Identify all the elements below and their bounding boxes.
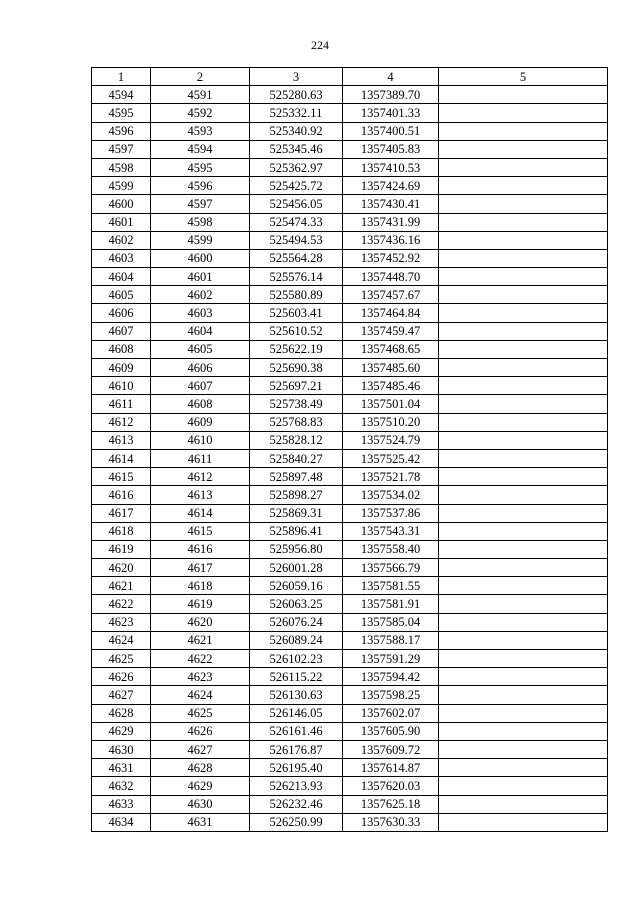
table-cell-col-4: 1357566.79 [343,559,439,577]
table-row [92,195,608,213]
table-cell-col-4: 1357609.72 [343,740,439,758]
table-cell-col-2: 4614 [151,504,250,522]
table-cell-col-1: 4622 [92,595,151,613]
table-cell-col-1: 4630 [92,740,151,758]
table-cell-col-4: 1357448.70 [343,268,439,286]
table-cell-col-4: 1357588.17 [343,631,439,649]
table-cell-col-2: 4599 [151,231,250,249]
table-cell-col-5 [439,813,608,831]
table-cell-col-4: 1357436.16 [343,231,439,249]
table-cell-col-3: 525425.72 [250,177,343,195]
table-cell-col-4: 1357400.51 [343,122,439,140]
table-cell-col-2: 4602 [151,286,250,304]
table-cell-col-3: 525494.53 [250,231,343,249]
table-cell-col-5 [439,395,608,413]
table-cell-col-2: 4626 [151,722,250,740]
table-cell-col-3: 525456.05 [250,195,343,213]
table-cell-col-3: 525576.14 [250,268,343,286]
table-cell-col-5 [439,777,608,795]
table-cell-col-3: 525474.33 [250,213,343,231]
table-cell-col-1: 4595 [92,104,151,122]
table-cell-col-1: 4619 [92,540,151,558]
table-cell-col-4: 1357525.42 [343,449,439,467]
table-cell-col-3: 525898.27 [250,486,343,504]
column-header-2: 2 [151,68,250,86]
table-cell-col-4: 1357581.55 [343,577,439,595]
table-cell-col-5 [439,449,608,467]
table-row [92,522,608,540]
table-cell-col-2: 4609 [151,413,250,431]
table-row [92,449,608,467]
table-cell-col-4: 1357534.02 [343,486,439,504]
table-cell-col-4: 1357524.79 [343,431,439,449]
table-cell-col-1: 4598 [92,158,151,176]
table-row [92,577,608,595]
table-cell-col-2: 4631 [151,813,250,831]
table-cell-col-3: 525603.41 [250,304,343,322]
table-cell-col-3: 525580.89 [250,286,343,304]
table-cell-col-4: 1357594.42 [343,668,439,686]
table-cell-col-3: 526176.87 [250,740,343,758]
coordinates-table [91,67,608,832]
table-cell-col-2: 4596 [151,177,250,195]
table-cell-col-5 [439,377,608,395]
table-row [92,486,608,504]
table-cell-col-1: 4626 [92,668,151,686]
table-cell-col-5 [439,540,608,558]
table-cell-col-3: 526076.24 [250,613,343,631]
table-cell-col-5 [439,722,608,740]
table-cell-col-1: 4607 [92,322,151,340]
table-cell-col-5 [439,559,608,577]
table-row [92,613,608,631]
table-cell-col-3: 526102.23 [250,650,343,668]
table-cell-col-5 [439,686,608,704]
table-cell-col-5 [439,213,608,231]
table-cell-col-2: 4600 [151,249,250,267]
table-cell-col-5 [439,249,608,267]
column-header-1: 1 [92,68,151,86]
table-cell-col-2: 4606 [151,359,250,377]
table-cell-col-1: 4615 [92,468,151,486]
table-row [92,504,608,522]
table-cell-col-4: 1357389.70 [343,86,439,104]
table-cell-col-1: 4599 [92,177,151,195]
table-row [92,795,608,813]
table-cell-col-4: 1357605.90 [343,722,439,740]
table-cell-col-3: 526001.28 [250,559,343,577]
table-row [92,813,608,831]
table-cell-col-2: 4613 [151,486,250,504]
table-cell-col-1: 4632 [92,777,151,795]
table-row [92,686,608,704]
table-row [92,359,608,377]
table-cell-col-1: 4629 [92,722,151,740]
table-cell-col-5 [439,486,608,504]
table-cell-col-5 [439,668,608,686]
table-cell-col-3: 525622.19 [250,340,343,358]
table-cell-col-4: 1357405.83 [343,140,439,158]
table-cell-col-2: 4603 [151,304,250,322]
header-row [92,68,608,86]
table-cell-col-2: 4607 [151,377,250,395]
table-cell-col-1: 4603 [92,249,151,267]
table-cell-col-5 [439,195,608,213]
table-cell-col-3: 526232.46 [250,795,343,813]
table-cell-col-2: 4612 [151,468,250,486]
table-cell-col-2: 4592 [151,104,250,122]
table-cell-col-1: 4620 [92,559,151,577]
table-row [92,395,608,413]
table-cell-col-2: 4624 [151,686,250,704]
table-cell-col-5 [439,704,608,722]
table-cell-col-4: 1357630.33 [343,813,439,831]
table-cell-col-1: 4601 [92,213,151,231]
table-cell-col-4: 1357457.67 [343,286,439,304]
table-cell-col-1: 4623 [92,613,151,631]
table-cell-col-4: 1357485.60 [343,359,439,377]
table-cell-col-4: 1357558.40 [343,540,439,558]
table-row [92,431,608,449]
table-cell-col-3: 526146.05 [250,704,343,722]
table-cell-col-2: 4621 [151,631,250,649]
table-cell-col-1: 4606 [92,304,151,322]
table-row [92,213,608,231]
table-cell-col-3: 525332.11 [250,104,343,122]
table-cell-col-2: 4595 [151,158,250,176]
table-cell-col-1: 4613 [92,431,151,449]
table-cell-col-1: 4634 [92,813,151,831]
table-cell-col-4: 1357543.31 [343,522,439,540]
table-cell-col-1: 4614 [92,449,151,467]
table-row [92,322,608,340]
table-cell-col-3: 526063.25 [250,595,343,613]
table-cell-col-2: 4627 [151,740,250,758]
table-cell-col-1: 4616 [92,486,151,504]
table-cell-col-4: 1357424.69 [343,177,439,195]
table-cell-col-3: 526115.22 [250,668,343,686]
table-cell-col-5 [439,504,608,522]
table-cell-col-2: 4605 [151,340,250,358]
table-header [92,68,608,86]
table-cell-col-3: 525956.80 [250,540,343,558]
table-cell-col-1: 4608 [92,340,151,358]
table-cell-col-4: 1357537.86 [343,504,439,522]
table-cell-col-5 [439,522,608,540]
table-row [92,177,608,195]
table-cell-col-5 [439,740,608,758]
table-cell-col-4: 1357598.25 [343,686,439,704]
table-row [92,231,608,249]
table-cell-col-2: 4629 [151,777,250,795]
table-cell-col-1: 4624 [92,631,151,649]
table-cell-col-5 [439,158,608,176]
table-cell-col-1: 4609 [92,359,151,377]
table-row [92,140,608,158]
table-row [92,722,608,740]
table-cell-col-2: 4610 [151,431,250,449]
table-row [92,650,608,668]
table-cell-col-5 [439,304,608,322]
table-cell-col-3: 525280.63 [250,86,343,104]
table-cell-col-4: 1357602.07 [343,704,439,722]
table-row [92,286,608,304]
table-cell-col-3: 525896.41 [250,522,343,540]
table-cell-col-3: 525564.28 [250,249,343,267]
table-cell-col-5 [439,231,608,249]
table-cell-col-5 [439,413,608,431]
table-cell-col-3: 525840.27 [250,449,343,467]
table-cell-col-2: 4591 [151,86,250,104]
table-cell-col-3: 525768.83 [250,413,343,431]
table-cell-col-4: 1357581.91 [343,595,439,613]
table-cell-col-3: 525610.52 [250,322,343,340]
table-row [92,104,608,122]
table-cell-col-4: 1357410.53 [343,158,439,176]
table-cell-col-5 [439,86,608,104]
table-cell-col-3: 525828.12 [250,431,343,449]
table-row [92,268,608,286]
table-cell-col-1: 4625 [92,650,151,668]
table-cell-col-5 [439,759,608,777]
table-cell-col-5 [439,104,608,122]
table-cell-col-5 [439,595,608,613]
table-cell-col-2: 4630 [151,795,250,813]
table-row [92,86,608,104]
table-cell-col-2: 4608 [151,395,250,413]
table-cell-col-5 [439,577,608,595]
page-number: 224 [311,38,329,52]
table-row [92,777,608,795]
table-cell-col-5 [439,286,608,304]
table-cell-col-3: 526195.40 [250,759,343,777]
table-cell-col-3: 526089.24 [250,631,343,649]
table-cell-col-5 [439,322,608,340]
table-cell-col-1: 4604 [92,268,151,286]
table-cell-col-5 [439,650,608,668]
table-cell-col-5 [439,177,608,195]
table-cell-col-2: 4604 [151,322,250,340]
table-cell-col-5 [439,122,608,140]
table-row [92,413,608,431]
table-cell-col-4: 1357468.65 [343,340,439,358]
table-cell-col-2: 4618 [151,577,250,595]
table-cell-col-2: 4617 [151,559,250,577]
table-cell-col-4: 1357459.47 [343,322,439,340]
table-cell-col-2: 4620 [151,613,250,631]
table-cell-col-1: 4611 [92,395,151,413]
table-cell-col-1: 4628 [92,704,151,722]
table-cell-col-5 [439,795,608,813]
table-cell-col-2: 4625 [151,704,250,722]
table-cell-col-2: 4619 [151,595,250,613]
table-cell-col-1: 4621 [92,577,151,595]
table-cell-col-5 [439,613,608,631]
table-cell-col-3: 526161.46 [250,722,343,740]
table-row [92,595,608,613]
table-cell-col-4: 1357430.41 [343,195,439,213]
table-row [92,740,608,758]
table-cell-col-4: 1357431.99 [343,213,439,231]
table-cell-col-5 [439,359,608,377]
table-row [92,540,608,558]
table-cell-col-3: 525345.46 [250,140,343,158]
table-cell-col-3: 525738.49 [250,395,343,413]
table-cell-col-5 [439,431,608,449]
table-cell-col-3: 525362.97 [250,158,343,176]
table-cell-col-1: 4612 [92,413,151,431]
table-cell-col-2: 4593 [151,122,250,140]
table-cell-col-2: 4598 [151,213,250,231]
table-cell-col-4: 1357585.04 [343,613,439,631]
table-cell-col-3: 525897.48 [250,468,343,486]
table-row [92,668,608,686]
table-cell-col-4: 1357620.03 [343,777,439,795]
table-cell-col-3: 526059.16 [250,577,343,595]
table-cell-col-3: 525340.92 [250,122,343,140]
table-cell-col-1: 4597 [92,140,151,158]
table-row [92,468,608,486]
table-cell-col-2: 4628 [151,759,250,777]
table-cell-col-2: 4623 [151,668,250,686]
table-cell-col-4: 1357521.78 [343,468,439,486]
column-header-4: 4 [343,68,439,86]
table-row [92,158,608,176]
table-cell-col-1: 4633 [92,795,151,813]
table-cell-col-5 [439,631,608,649]
table-row [92,704,608,722]
table-cell-col-5 [439,268,608,286]
table-cell-col-2: 4615 [151,522,250,540]
table-cell-col-1: 4605 [92,286,151,304]
table-cell-col-1: 4596 [92,122,151,140]
table-cell-col-4: 1357510.20 [343,413,439,431]
column-header-3: 3 [250,68,343,86]
column-header-5: 5 [439,68,608,86]
table-cell-col-5 [439,140,608,158]
table-cell-col-1: 4617 [92,504,151,522]
table-cell-col-1: 4627 [92,686,151,704]
table-cell-col-4: 1357625.18 [343,795,439,813]
table-cell-col-3: 526250.99 [250,813,343,831]
table-row [92,122,608,140]
table-cell-col-4: 1357464.84 [343,304,439,322]
table-cell-col-5 [439,468,608,486]
table-row [92,559,608,577]
table-row [92,340,608,358]
table-cell-col-3: 526130.63 [250,686,343,704]
table-cell-col-3: 525690.38 [250,359,343,377]
table-cell-col-2: 4597 [151,195,250,213]
table-cell-col-2: 4616 [151,540,250,558]
table-cell-col-1: 4610 [92,377,151,395]
table-row [92,304,608,322]
table-cell-col-4: 1357501.04 [343,395,439,413]
table-cell-col-2: 4611 [151,449,250,467]
table-cell-col-3: 526213.93 [250,777,343,795]
table-cell-col-4: 1357591.29 [343,650,439,668]
table-row [92,377,608,395]
table-row [92,631,608,649]
table-cell-col-4: 1357485.46 [343,377,439,395]
table-cell-col-1: 4631 [92,759,151,777]
table-cell-col-2: 4622 [151,650,250,668]
table-cell-col-2: 4594 [151,140,250,158]
table-cell-col-1: 4600 [92,195,151,213]
table-row [92,249,608,267]
table-cell-col-3: 525697.21 [250,377,343,395]
table-cell-col-1: 4618 [92,522,151,540]
table-cell-col-5 [439,340,608,358]
table-row [92,759,608,777]
table-cell-col-2: 4601 [151,268,250,286]
table-cell-col-4: 1357614.87 [343,759,439,777]
table-cell-col-4: 1357401.33 [343,104,439,122]
table-cell-col-1: 4602 [92,231,151,249]
table-cell-col-1: 4594 [92,86,151,104]
table-cell-col-3: 525869.31 [250,504,343,522]
table-body [92,86,608,832]
table-cell-col-4: 1357452.92 [343,249,439,267]
